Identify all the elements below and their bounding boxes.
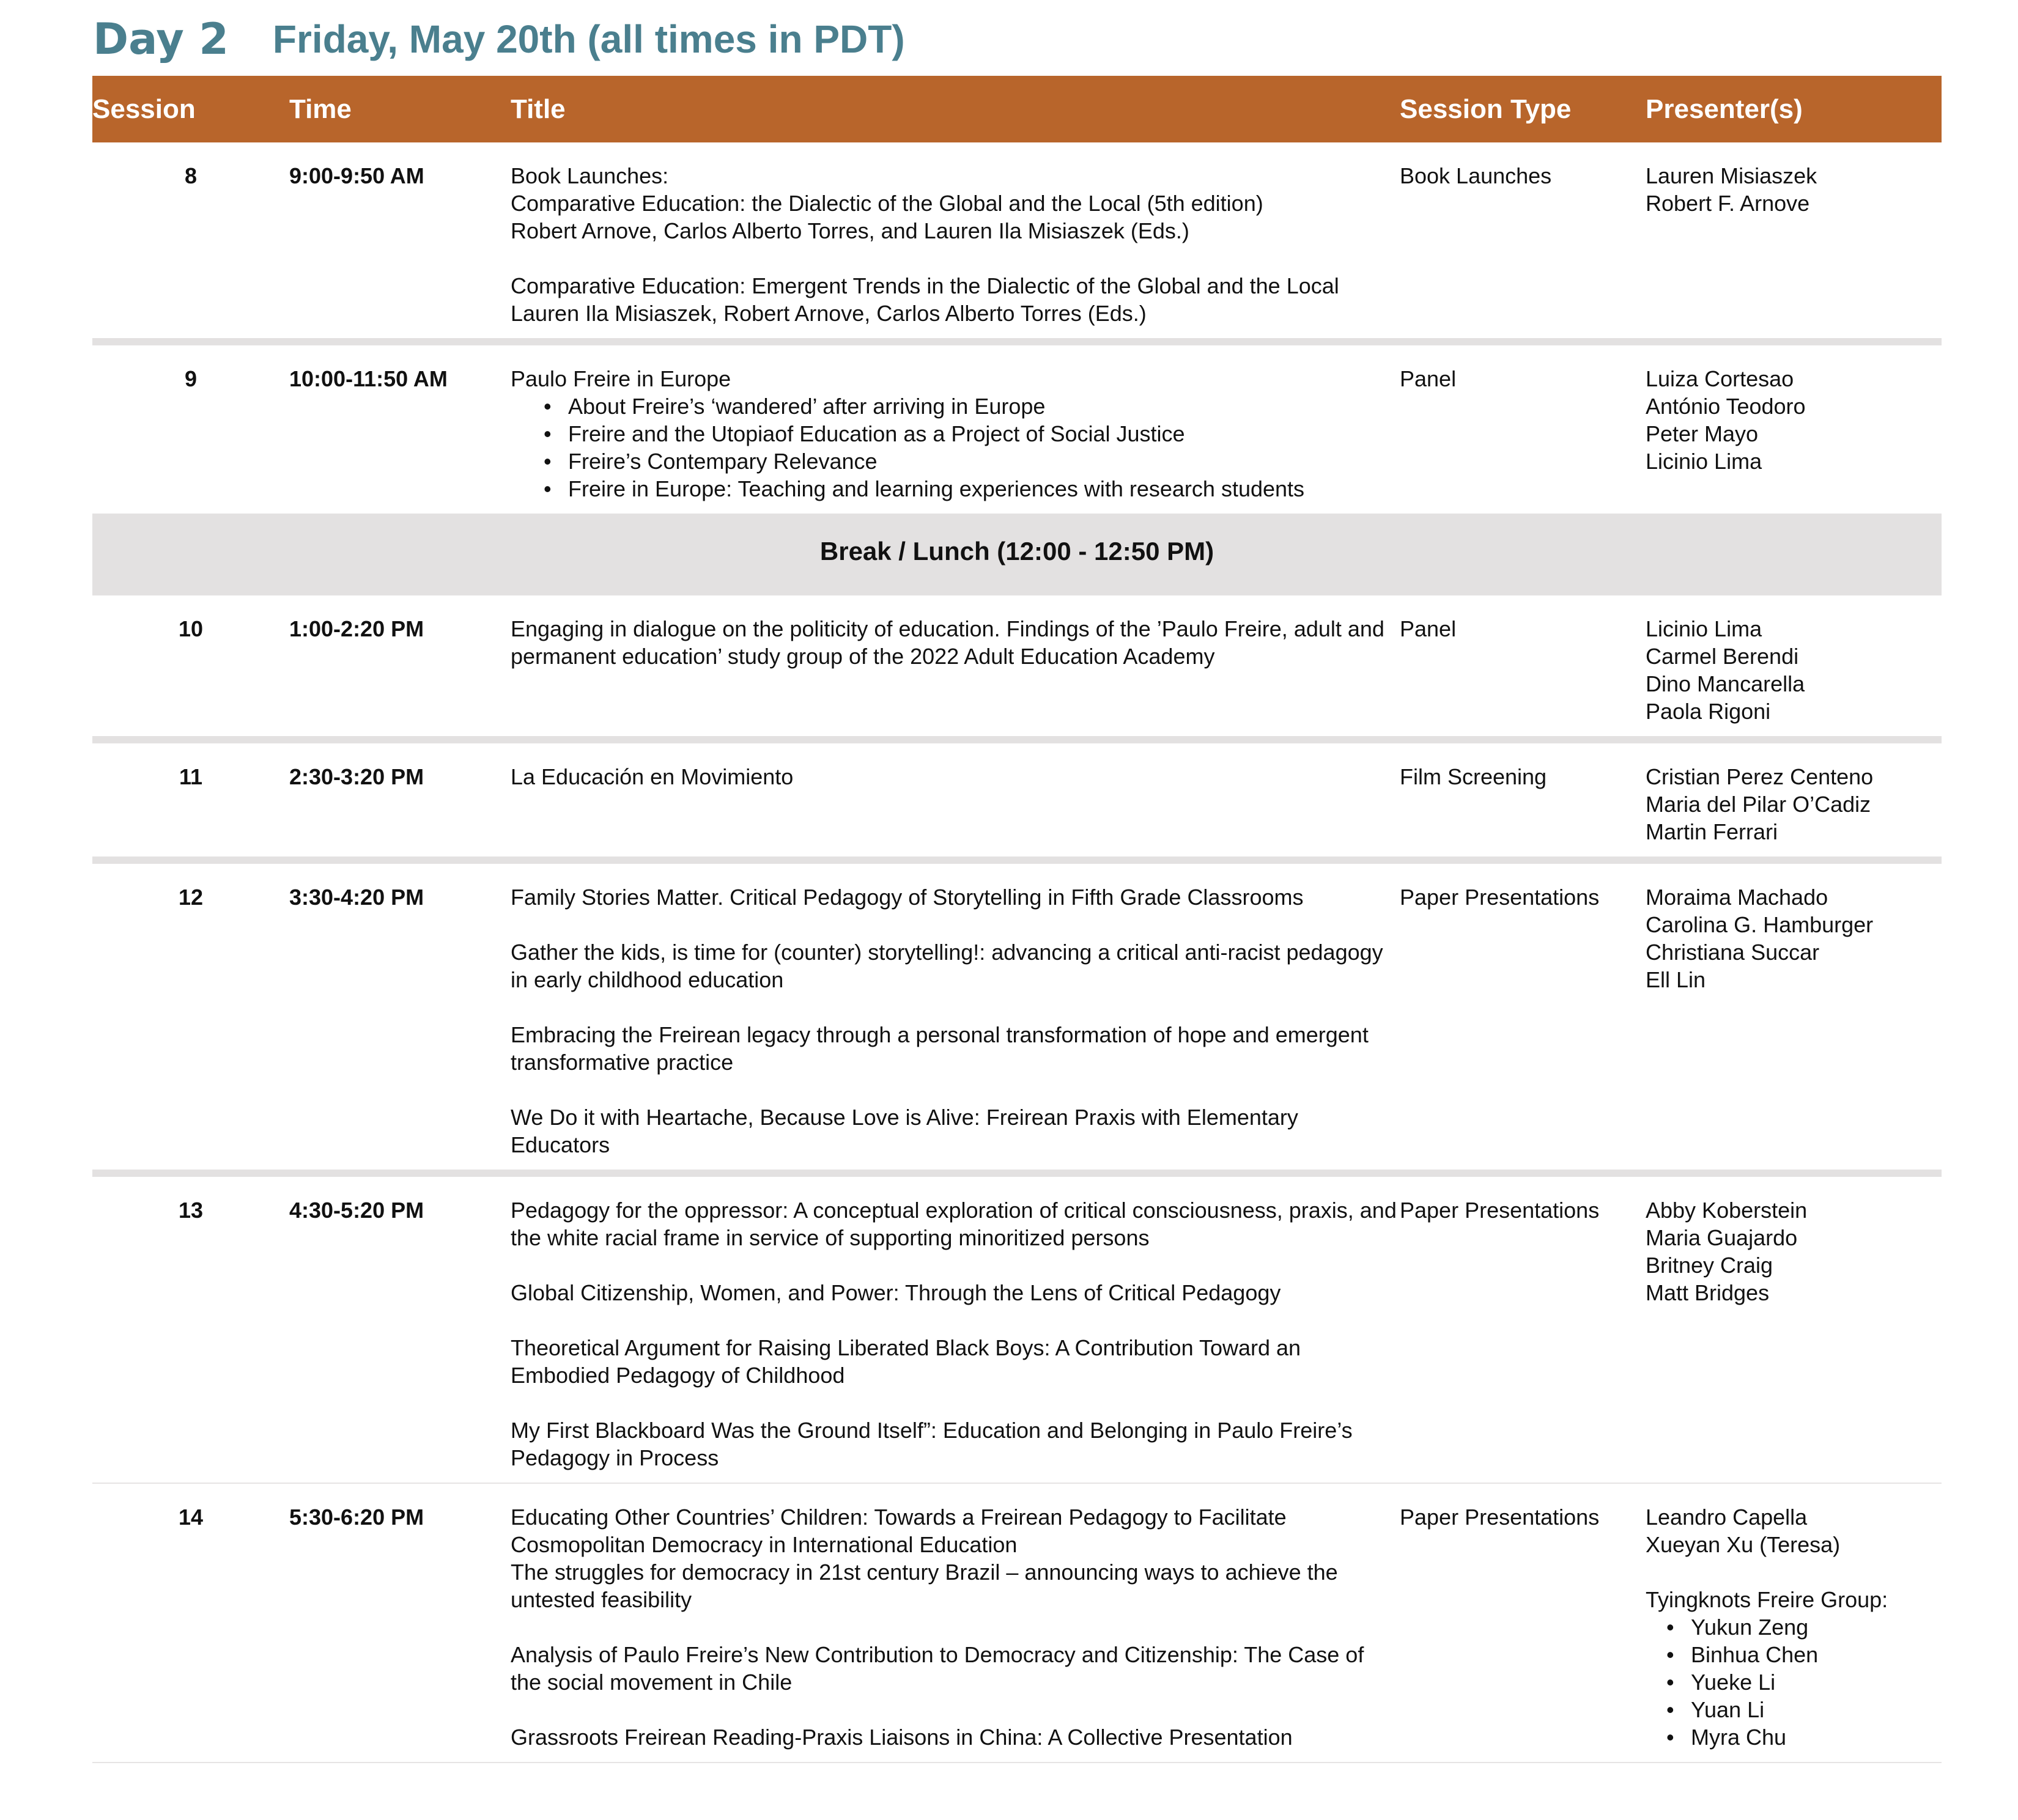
session-row-10 (92, 592, 1942, 740)
presenters-cell (1646, 740, 1942, 860)
session-title: Pedagogy for the oppressor: A conceptual exploration of critical consciousness, praxis, and the white racial frame in service of supporting minoritized persons (511, 1198, 1397, 1250)
topic-list (511, 392, 1400, 503)
presenters-cell (1646, 592, 1942, 740)
presenters-cell (1646, 1173, 1942, 1483)
session-title-cell (511, 1483, 1400, 1763)
column-header-session-type: Session Type (1400, 76, 1646, 142)
topic-item: • Freire’s Contempary Relevance (544, 448, 1400, 475)
session-time: 9:00-9:50 AM (289, 163, 424, 188)
presenter-name: Licinio Lima (1646, 449, 1762, 474)
session-title-cell (511, 740, 1400, 860)
column-header-time: Time (289, 76, 511, 142)
session-row-14 (92, 1483, 1942, 1763)
session-time: 10:00-11:50 AM (289, 342, 511, 514)
break-label: Break / Lunch (12:00 - 12:50 PM) (92, 514, 1942, 592)
presenter-name: Luiza Cortesao (1646, 366, 1794, 391)
break-row (92, 514, 1942, 592)
presenter-name: Christiana Succar (1646, 940, 1820, 965)
day-label: Day 2 (93, 14, 229, 64)
topic-item: • Freire in Europe: Teaching and learning experiences with research students (544, 475, 1400, 503)
session-title-cell (511, 1173, 1400, 1483)
presenter-name: Ell Lin (1646, 967, 1706, 992)
date-label: Friday, May 20th (all times in PDT) (272, 17, 905, 61)
session-title: Analysis of Paulo Freire’s New Contribution to Democracy and Citizenship: The Case of the social movement in Chile (511, 1642, 1364, 1695)
session-titles (511, 615, 1400, 670)
session-title: Educating Other Countries’ Children: Towards a Freirean Pedagogy to Facilitate Cosmopolitan Democracy in International Education The struggles for democracy in 21st century Brazil – announcing ways to achieve the untested feasibility (511, 1505, 1338, 1612)
session-row-11 (92, 740, 1942, 860)
column-header-title: Title (511, 76, 1400, 142)
session-title: Embracing the Freirean legacy through a personal transformation of hope and emergent transformative practice (511, 1022, 1369, 1075)
session-number: 11 (92, 740, 289, 860)
session-title: My First Blackboard Was the Ground Itself”: Education and Belonging in Paulo Freire’s Pedagogy in Process (511, 1418, 1353, 1470)
session-number: 12 (92, 860, 289, 1173)
session-type: Paper Presentations (1400, 1483, 1646, 1763)
session-row-12 (92, 860, 1942, 1173)
presenter-list (1646, 365, 1942, 475)
presenters-cell (1646, 142, 1942, 342)
session-titles (511, 162, 1400, 327)
session-title-cell (511, 342, 1400, 514)
session-title: Paulo Freire in Europe (511, 366, 731, 391)
session-title: Theoretical Argument for Raising Liberated Black Boys: A Contribution Toward an Embodied Pedagogy of Childhood (511, 1335, 1301, 1388)
session-row-9 (92, 342, 1942, 514)
presenter-name: Licinio Lima (1646, 616, 1762, 641)
presenter-list (1646, 883, 1942, 993)
schedule-table (92, 76, 1942, 1763)
presenter-name: Matt Bridges (1646, 1280, 1770, 1305)
session-titles (511, 883, 1400, 1159)
session-number: 13 (92, 1173, 289, 1483)
presenter-name: Maria Guajardo (1646, 1225, 1798, 1250)
session-title: Global Citizenship, Women, and Power: Through the Lens of Critical Pedagogy (511, 1280, 1281, 1305)
session-number: 10 (92, 592, 289, 740)
column-header-presenters: Presenter(s) (1646, 76, 1942, 142)
presenter-list (1646, 162, 1942, 217)
presenter-name: Dino Mancarella (1646, 671, 1805, 696)
presenter-name: Martin Ferrari (1646, 819, 1778, 844)
session-time: 1:00-2:20 PM (289, 592, 511, 740)
column-header-session: Session (92, 76, 289, 142)
session-titles (511, 763, 1400, 790)
session-number: 14 (92, 1483, 289, 1763)
session-title: Family Stories Matter. Critical Pedagogy of Storytelling in Fifth Grade Classrooms (511, 885, 1304, 910)
group-label: Tyingknots Freire Group: (1646, 1587, 1888, 1612)
session-time: 3:30-4:20 PM (289, 860, 511, 1173)
presenter-name: Britney Craig (1646, 1253, 1773, 1278)
presenter-name: António Teodoro (1646, 394, 1806, 419)
session-titles (511, 1196, 1400, 1472)
topic-item: • Freire and the Utopiaof Education as a Project of Social Justice (544, 420, 1400, 448)
session-title: Grassroots Freirean Reading-Praxis Liaisons in China: A Collective Presentation (511, 1725, 1293, 1750)
session-number: 9 (92, 342, 289, 514)
presenters-cell (1646, 1483, 1942, 1763)
group-member: • Yueke Li (1666, 1668, 1942, 1696)
session-title: We Do it with Heartache, Because Love is Alive: Freirean Praxis with Elementary Educators (511, 1105, 1298, 1157)
session-title-cell (511, 592, 1400, 740)
topic-item: • About Freire’s ‘wandered’ after arriving in Europe (544, 392, 1400, 420)
session-row-13 (92, 1173, 1942, 1483)
presenters-cell (1646, 860, 1942, 1173)
session-title: Comparative Education: Emergent Trends in the Dialectic of the Global and the Local Lauren Ila Misiaszek, Robert Arnove, Carlos Alberto Torres (Eds.) (511, 273, 1339, 326)
presenter-name: Maria del Pilar O’Cadiz (1646, 792, 1871, 817)
presenter-name: Peter Mayo (1646, 421, 1759, 446)
session-row-8 (92, 142, 1942, 342)
group-member: • Binhua Chen (1666, 1641, 1942, 1668)
session-title: La Educación en Movimiento (511, 764, 794, 789)
presenter-list (1646, 615, 1942, 725)
presenter-name: Cristian Perez Centeno (1646, 764, 1874, 789)
session-title: Engaging in dialogue on the politicity of education. Findings of the ’Paulo Freire, adult and permanent education’ study group of the 2022 Adult Education Academy (511, 616, 1384, 669)
session-type: Book Launches (1400, 163, 1552, 188)
presenter-name: Carmel Berendi (1646, 644, 1799, 669)
session-type: Paper Presentations (1400, 1173, 1646, 1483)
page-heading (93, 9, 905, 70)
group-member-list (1646, 1613, 1942, 1751)
session-time: 5:30-6:20 PM (289, 1483, 511, 1763)
session-type: Panel (1400, 342, 1646, 514)
presenter-name: Abby Koberstein (1646, 1198, 1808, 1223)
session-type: Panel (1400, 592, 1646, 740)
table-header-row (92, 76, 1942, 142)
session-time: 4:30-5:20 PM (289, 1173, 511, 1483)
session-type: Film Screening (1400, 740, 1646, 860)
presenter-name: Leandro Capella (1646, 1505, 1808, 1530)
session-type: Paper Presentations (1400, 860, 1646, 1173)
presenters-cell (1646, 342, 1942, 514)
session-number: 8 (184, 163, 198, 188)
session-title: Gather the kids, is time for (counter) storytelling!: advancing a critical anti-racist pedagogy in early childhood education (511, 940, 1383, 992)
session-titles (511, 1503, 1400, 1751)
group-member: • Yukun Zeng (1666, 1613, 1942, 1641)
session-time: 2:30-3:20 PM (289, 740, 511, 860)
presenter-list (1646, 1196, 1942, 1306)
presenter-name: Paola Rigoni (1646, 699, 1771, 724)
presenter-list (1646, 1503, 1942, 1558)
session-title-cell (511, 860, 1400, 1173)
presenter-name: Carolina G. Hamburger (1646, 912, 1874, 937)
group-member: • Myra Chu (1666, 1723, 1942, 1751)
presenter-list (1646, 763, 1942, 846)
presenter-name: Xueyan Xu (Teresa) (1646, 1532, 1841, 1557)
group-member: • Yuan Li (1666, 1696, 1942, 1723)
session-title-cell (511, 142, 1400, 342)
presenter-name: Moraima Machado (1646, 885, 1828, 910)
session-title: Book Launches: Comparative Education: the Dialectic of the Global and the Local (5th edition) Robert Arnove, Carlos Alberto Torres, and Lauren Ila Misiaszek (Eds.) (511, 163, 1263, 243)
presenter-name: Robert F. Arnove (1646, 191, 1810, 216)
presenter-name: Lauren Misiaszek (1646, 163, 1817, 188)
